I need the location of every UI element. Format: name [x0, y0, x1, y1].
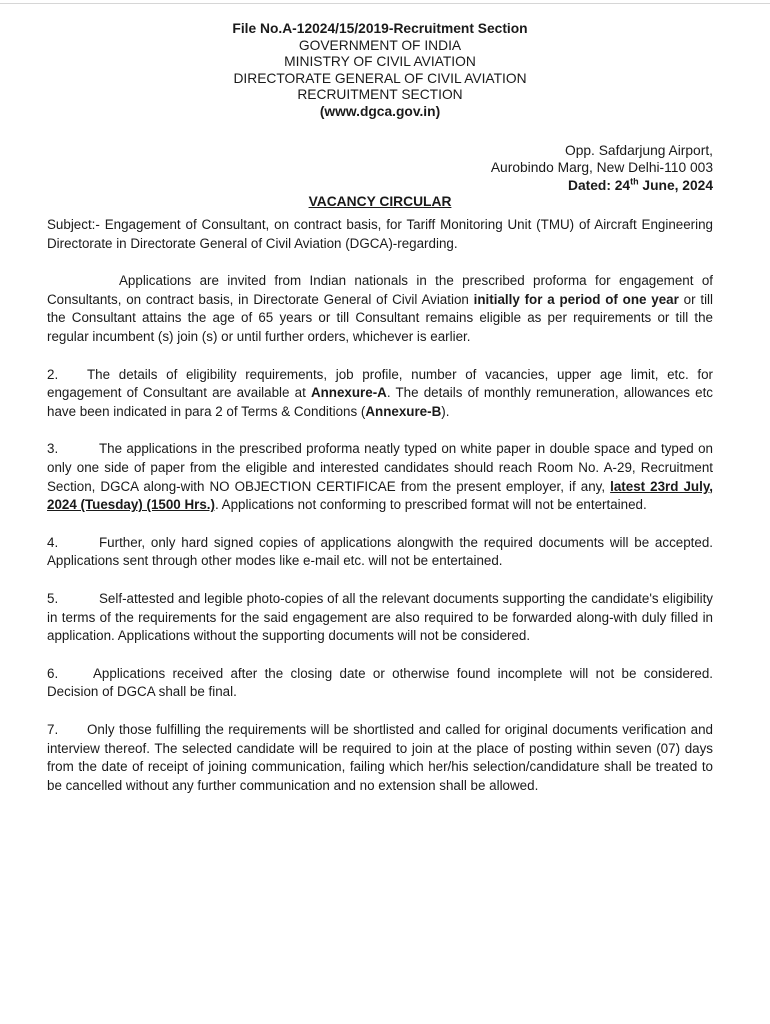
file-number: File No.A-12024/15/2019-Recruitment Section: [232, 21, 528, 36]
para6-text: Applications received after the closing date or otherwise found incomplete will not be considered. Decision of DGCA shall be final.: [47, 665, 713, 700]
para4-text: Further, only hard signed copies of applications alongwith the required documents will be accepted. Applications sent through other modes like e-mail etc. will not be entertained.: [47, 534, 713, 569]
government-name: GOVERNMENT OF INDIA: [298, 37, 462, 53]
ministry-name: MINISTRY OF CIVIL AVIATION: [284, 54, 476, 70]
paragraph-2: [47, 366, 713, 422]
page-top-edge: [0, 3, 770, 4]
para3-text-a: The applications in the prescribed proforma neatly typed on white paper in double space and typed on only one side of paper from the eligible and interested candidates should reach Room No. A-29, Recruitment Section, DGCA along-with NO OBJECTION CERTIFICAE from the present employer, if any,: [47, 441, 713, 494]
paragraph-1: [47, 272, 713, 346]
paragraph-7: [47, 721, 713, 795]
paragraph-6: [47, 665, 713, 702]
subject-line: Subject:- Engagement of Consultant, on contract basis, for Tariff Monitoring Unit (TMU) of Aircraft Engineering Directorate in Directorate General of Civil Aviation (DGCA)-regarding.: [47, 217, 713, 251]
circular-title: VACANCY CIRCULAR: [308, 194, 452, 210]
paragraph-3: [47, 440, 713, 514]
date-suffix: June, 2024: [638, 177, 713, 193]
para3-deadline: latest 23rd July, 2024 (Tuesday) (1500 Hrs.): [47, 478, 714, 513]
date-superscript: th: [630, 175, 639, 186]
para4-number: 4.: [47, 534, 59, 550]
para7-text: Only those fulfilling the requirements will be shortlisted and called for original documents verification and interview thereof. The selected candidate will be required to join at the place of posting within seven (07) days from the date of receipt of joining communication, failing which her/his selection/candidature shall be treated to be cancelled without any further communication and no extension shall be allowed.: [47, 721, 713, 793]
paragraph-4: [47, 534, 713, 571]
para2-annexure-b: Annexure-B: [365, 403, 442, 419]
address-line-2: Aurobindo Marg, New Delhi-110 003: [490, 160, 713, 176]
date-prefix: Dated: 24: [567, 177, 631, 193]
address-block: [47, 142, 713, 195]
document-page: [47, 21, 713, 795]
para1-text-a: Applications are invited from Indian nationals in the prescribed proforma for engagement of Consultants, on contract basis, in Directorate General of Civil Aviation: [47, 273, 713, 307]
paragraph-5: [47, 590, 713, 646]
para2-annexure-a: Annexure-A: [310, 385, 387, 401]
para2-text-a: The details of eligibility requirements, job profile, number of vacancies, upper age limit, etc. for engagement of Consultant are available at: [47, 366, 713, 401]
para2-text-b: . The details of monthly remuneration, allowances etc have been indicated in para 2 of Terms & Conditions (: [47, 385, 713, 419]
para5-number: 5.: [47, 590, 59, 606]
address-line-1: Opp. Safdarjung Airport,: [564, 142, 713, 158]
date-line: [47, 177, 713, 195]
website: (www.dgca.gov.in): [319, 103, 441, 119]
para5-text: Self-attested and legible photo-copies of all the relevant documents supporting the candidate's eligibility in terms of the requirements for the said engagement are also required to be forwarded along-with duly filled in application. Applications without the supporting documents will not be considered.: [47, 590, 713, 644]
para3-text-b: . Applications not conforming to prescribed format will not be entertained.: [214, 497, 647, 513]
para2-number: 2.: [47, 366, 59, 382]
para6-number: 6.: [47, 665, 59, 681]
para3-number: 3.: [47, 441, 59, 457]
para1-bold: initially for a period of one year: [473, 291, 679, 307]
letterhead: [47, 21, 713, 121]
para7-number: 7.: [47, 721, 59, 737]
para1-text-b: or till the Consultant attains the age of 65 years or till Consultant remains eligible as per requirements or till the regular incumbent (s) join (s) or until further orders, whichever is earlier.: [47, 291, 714, 345]
para2-text-c: ).: [441, 403, 450, 419]
section-name: RECRUITMENT SECTION: [297, 87, 463, 103]
directorate-name: DIRECTORATE GENERAL OF CIVIL AVIATION: [233, 70, 527, 86]
